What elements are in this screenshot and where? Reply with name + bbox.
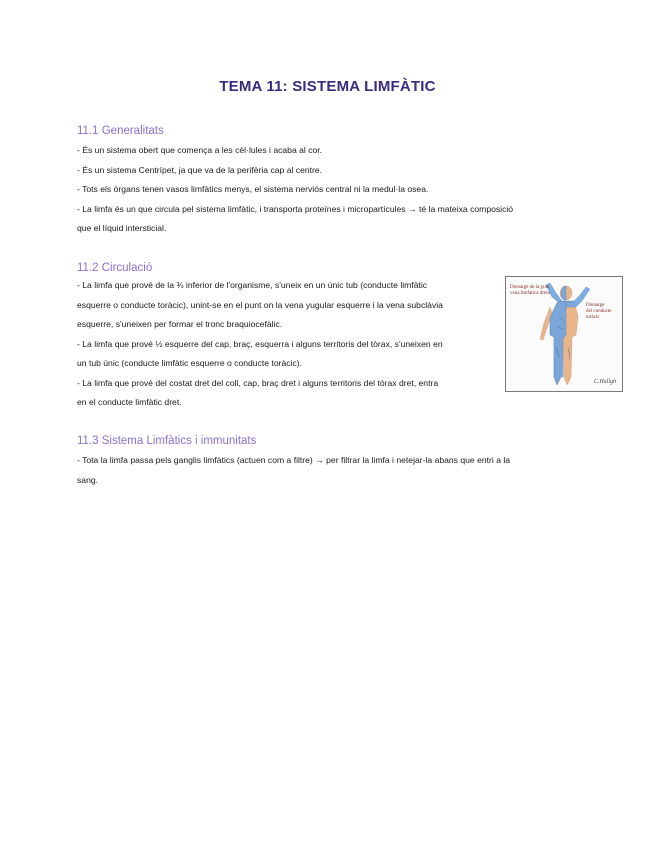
text-line: esquerre o conducte toràcic), unint-se en el punt on la vena yugular esquerre i la vena subclàvia [77, 299, 443, 310]
section-heading-generalitats: 11.1 Generalitats [77, 125, 164, 137]
text-line: - És un sistema obert que comença a les cèl·lules i acaba al cor. [77, 145, 323, 155]
section-body-immunitats [77, 451, 577, 490]
section-heading-immunitats: 11.3 Sistema Limfàtics i immunitats [77, 435, 257, 447]
text-line: - És un sistema Centrípet, ja que va de la perifèria cap al centre. [77, 164, 323, 175]
section-body-generalitats [77, 141, 577, 239]
text-line: - La limfa que prové ½ esquerre del cap, braç, esquerra i alguns territoris del tòrax, s'uneixen en [77, 338, 443, 349]
text-line: en el conducte limfàtic dret. [77, 397, 182, 407]
text-line: - Tota la limfa passa pels ganglis limfàtics (actuen com a filtre) → per filtrar la limfa i netejar-la abans que entri a la [77, 455, 511, 465]
page-title: TEMA 11: SISTEMA LIMFÀTIC [219, 78, 436, 95]
lymphatic-drainage-illustration [505, 276, 623, 392]
figure-label-line: Drenatge [586, 303, 605, 308]
text-line: - Tots els òrgans tenen vasos limfàtics menys, el sistema nerviós central ni la medul·la osea. [77, 184, 429, 194]
figure-label-line: del conducte [586, 309, 612, 314]
text-line: sang. [77, 474, 99, 485]
section-heading-circulacio: 11.2 Circulació [77, 262, 153, 274]
text-line: que el líquid intersticial. [77, 223, 167, 233]
figure-label-line: vena limfàtica dreta [510, 291, 550, 296]
text-line: esquerre, s'uneixen per formar el tronc braquiocefàlic. [77, 319, 283, 329]
figure-label-line: Drenatge de la gran [510, 285, 550, 290]
figure-signature: C.Hallgh [593, 379, 616, 385]
text-line: un tub únic (conducte limfàtic esquerre o conducte toràcic). [77, 358, 302, 368]
text-line: - La limfa és un que circula pel sistema limfàtic, i transporta proteïnes i micropartícules → té la mateixa composició [77, 203, 514, 214]
figure-label-thoracic-duct [586, 303, 611, 321]
section-body-circulacio [77, 276, 495, 413]
text-line: - La limfa que prové del costat dret del coll, cap, braç dret i alguns territoris del tòrax dret, entra [77, 377, 439, 388]
figure-label-right-drainage [510, 285, 550, 297]
text-line: - La limfa que prové de la ¾ inferior de l'organisme, s'uneix en un únic tub (conducte limfàtic [77, 280, 428, 290]
figure-label-line: toràcic [586, 315, 600, 320]
